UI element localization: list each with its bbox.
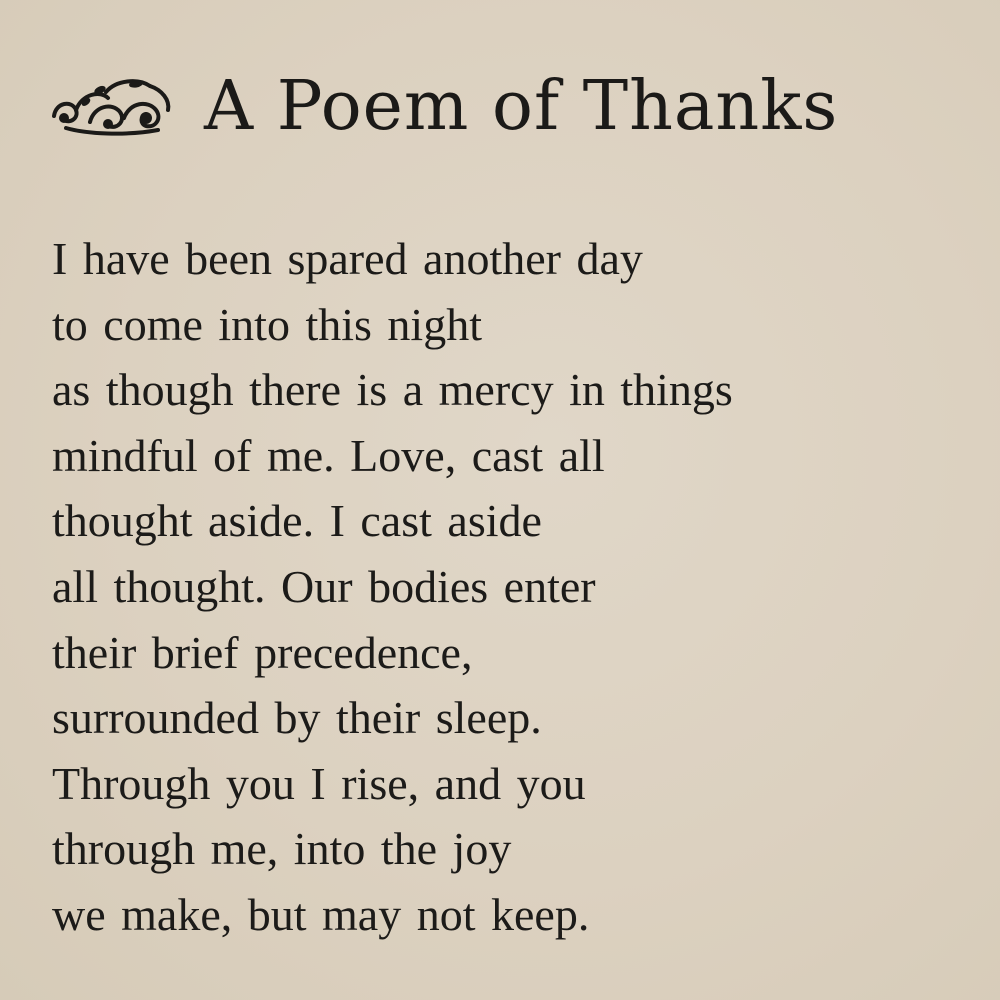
poem-body	[52, 226, 982, 948]
poem-line: I have been spared another day	[52, 233, 643, 284]
poem-line: all thought. Our bodies enter	[52, 560, 596, 612]
poem-line: to come into this night	[52, 298, 482, 350]
poem-line: thought aside. I cast aside	[52, 495, 542, 547]
poem-line: Through you I rise, and you	[52, 757, 586, 809]
poem-heading	[46, 62, 838, 152]
floral-scroll-ornament-icon	[46, 72, 178, 142]
poem-line: surrounded by their sleep.	[52, 692, 542, 744]
poem-line: we make, but may not keep.	[52, 888, 590, 940]
poem-line: their brief precedence,	[52, 626, 473, 678]
page-title: A Poem of Thanks	[204, 67, 839, 146]
poem-line: mindful of me. Love, cast all	[52, 429, 605, 481]
poem-line: through me, into the joy	[52, 823, 512, 875]
poem-line: as though there is a mercy in things	[52, 364, 733, 416]
